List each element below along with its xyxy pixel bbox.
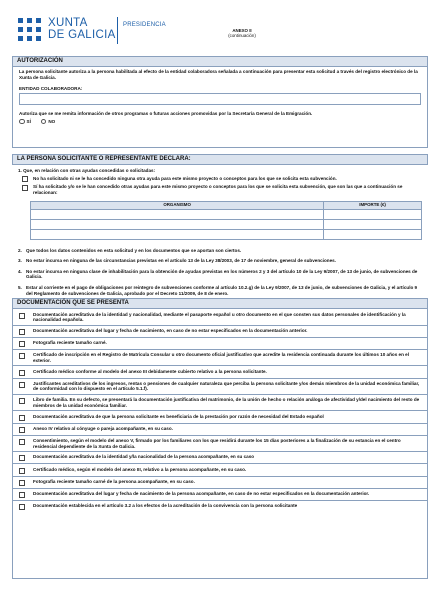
declaration-option-other-aid[interactable] [12,183,428,196]
item-text: No estar incursa en ninguna de las circunstancias previstas en el artículo 13 de la Ley 38/2003, de 17 de noviembre, general de subvenciones. [26,258,336,264]
department-name: PRESIDENCIA [123,22,166,28]
consent-no-option[interactable] [41,119,55,125]
checkbox-icon[interactable] [19,427,25,433]
column-header-organism: ORGANISMO [31,201,324,209]
document-text: Documentación acreditativa del lugar y fecha de nacimiento de la persona acompañante, en caso de no estar especificados en la documentación anterior. [33,490,370,496]
checkbox-icon[interactable] [19,329,25,335]
radio-icon[interactable] [41,119,47,125]
document-item[interactable] [13,395,427,411]
declaration-item-3 [12,255,428,266]
authorization-title: AUTORIZACIÓN [13,57,427,67]
no-label: NO [48,118,56,124]
checkbox-icon[interactable] [19,439,25,445]
document-text: Documentación acreditativa de que la persona solicitante es beneficiaria de la prestación por razón de necesidad del Estado español [33,413,324,419]
document-item[interactable] [13,350,427,366]
document-text: Libro de familia. En su defecto, se presentará la documentación justificativa del matrimonio, de la unión de hecho o relación análoga de afectividad y/del nacimiento del resto de miembros de la unidad económica familiar. [33,397,420,408]
consent-text: Autoriza que se me remita información de otros programas o futuras acciones promovidas por la Secretaría General de la Emigración. [19,111,313,117]
document-text: Certificado de inscripción en el Registro de Matrícula Consular u otro documento oficial justificativo que acredite la residencia continuada durante los últimos 10 años en el exterior. [33,352,410,363]
document-item[interactable] [13,436,427,452]
table-header-row [31,201,422,209]
document-item[interactable] [13,464,427,476]
radio-icon[interactable] [19,119,25,125]
consent-options [13,119,427,125]
document-item[interactable] [13,379,427,395]
amount-cell[interactable] [324,219,422,229]
item-number: 3. [18,258,22,264]
authorization-section [12,56,428,148]
amount-cell[interactable] [324,229,422,239]
other-aid-table [30,201,422,240]
header-divider [117,17,118,44]
checkbox-icon[interactable] [19,480,25,486]
document-text: Documentación acreditativa del lugar y fecha de nacimiento, en caso de no estar especificados en la documentación anterior. [33,327,308,333]
document-text: Documentación establecida en el artículo 3.2 a los efectos de la acreditación de la convivencia con la persona solicitante [33,503,298,509]
annex-label [212,28,272,39]
option-text: No ha solicitado ni se le ha concedido ninguna otra ayuda para este mismo proyecto o conceptos para los que se solicita esta subvención. [33,175,337,181]
document-text: Anexo IV relativo al cónyuge o pareja acompañante, en su caso. [33,425,173,431]
checkbox-icon[interactable] [19,455,25,461]
document-item[interactable] [13,424,427,436]
document-item[interactable] [13,477,427,489]
document-item[interactable] [13,411,427,423]
declaration-item-2 [12,245,428,256]
authorization-text: La persona solicitante autoriza a la persona habilitada al efecto de la entidad colaboradora señalada a continuación para presentar esta solicitud a través del registro electrónico de la Xunta de Galicia. [19,69,418,80]
checkbox-icon[interactable] [19,313,25,319]
declaration-item-4 [12,266,428,282]
yes-label: SÍ [26,118,31,124]
logo-text [48,18,116,41]
logo-text-line1: XUNTA [48,17,88,29]
document-item[interactable] [13,326,427,338]
document-text: Certificado médico conforme al modelo del anexo III debidamente cubierto relativo a la persona solicitante. [33,368,267,374]
document-text: Fotografía reciente tamaño carné de la persona acompañante, en su caso. [33,478,195,484]
checkbox-icon[interactable] [19,468,25,474]
declaration-item-5 [12,282,428,298]
document-text: Fotografía reciente tamaño carné. [33,340,107,346]
document-item[interactable] [13,309,427,325]
document-item[interactable] [13,489,427,501]
declaration-title: LA PERSONA SOLICITANTE O REPRESENTANTE DECLARA: [12,154,428,165]
column-header-amount: IMPORTE (€) [324,201,422,209]
item-number: 2. [18,247,22,253]
declaration-option-no-aid[interactable] [12,175,428,184]
document-text: Certificado médico, según el modelo del anexo III, relativo a la persona acompañante, en su caso. [33,466,247,472]
checkbox-icon[interactable] [22,185,28,191]
checkbox-icon[interactable] [19,504,25,510]
document-text: Documentación acreditativa de la identidad y nacionalidad, mediante el pasaporte español u otro documento en el que consten sus datos personales de identificación y la nacionalidad española. [33,311,406,323]
entity-label: ENTIDAD COLABORADORA: [19,85,83,91]
entity-field[interactable] [19,93,421,105]
organism-cell[interactable] [31,229,324,239]
logo-text-line2: DE GALICIA [48,28,116,41]
annex-subtitle: (continuación) [228,33,256,39]
document-item[interactable] [13,366,427,378]
item-text: Que todos los datos contenidos en esta solicitud y en los documentos que se aportan son ciertos. [26,247,242,253]
documents-title: DOCUMENTACIÓN QUE SE PRESENTA [13,299,427,309]
xunta-logo-icon [16,16,44,46]
checkbox-icon[interactable] [19,370,25,376]
table-row [31,229,422,239]
organism-cell[interactable] [31,219,324,229]
item-text: Estar al corriente en el pago de obligaciones por reintegro de subvenciones conforme al artículo 10.2.g) de la Ley 9/2007, de 13 de junio, de subvenciones de Galicia, y el artículo 9 del Reglamento de subvenciones de Galicia, aprobado por el Decreto 11/2009, de 8 de enero. [26,284,418,296]
annex-title: ANEXO II [232,28,252,33]
checkbox-icon[interactable] [19,398,25,404]
item-number: 4. [18,268,22,274]
item-number: 5. [18,284,22,290]
checkbox-icon[interactable] [19,382,25,388]
item-text: No estar incursa en ninguna clase de inhabilitación para la obtención de ayudas previstas en los números 2 y 3 del artículo 10 de la Ley 9/2007, de 13 de junio, de subvenciones de Galicia. [26,268,418,280]
declaration-question-1: 1. Que, en relación con otras ayudas concedidas o solicitadas: [18,168,156,174]
checkbox-icon[interactable] [19,415,25,421]
checkbox-icon[interactable] [19,353,25,359]
document-text: Justificantes acreditativos de los ingresos, rentas o pensiones de cualquier naturaleza que perciba la persona solicitante y/os demás miembros de la unidad económica familiar, de conformidad con lo dispuesto en el artículo 5.1.f). [33,380,420,392]
option-text: Sí ha solicitado y/o se le han concedido otras ayudas para este mismo proyecto o conceptos para los que se solicita esta subvención, que son las que a continuación se relacionan: [33,184,403,195]
amount-cell[interactable] [324,209,422,219]
documents-list [13,309,427,512]
document-item[interactable] [13,452,427,464]
document-text: Consentimiento, según el modelo del anexo V, firmado por los familiares con los que residirá durante los 15 días posteriores a la finalización de su estancia en el centro residencial dependiente de la Xunta de Galicia. [33,437,401,449]
table-row [31,219,422,229]
table-row [31,209,422,219]
organism-cell[interactable] [31,209,324,219]
declaration-section [12,154,428,294]
documents-section [12,298,428,579]
checkbox-icon[interactable] [19,341,25,347]
document-item[interactable] [13,338,427,350]
checkbox-icon[interactable] [22,176,28,182]
document-item[interactable] [13,501,427,512]
consent-yes-option[interactable] [19,119,31,125]
header [16,14,426,48]
document-text: Documentación acreditativa de la identidad y/la nacionalidad de la persona acompañante, en su caso [33,454,255,460]
checkbox-icon[interactable] [19,492,25,498]
